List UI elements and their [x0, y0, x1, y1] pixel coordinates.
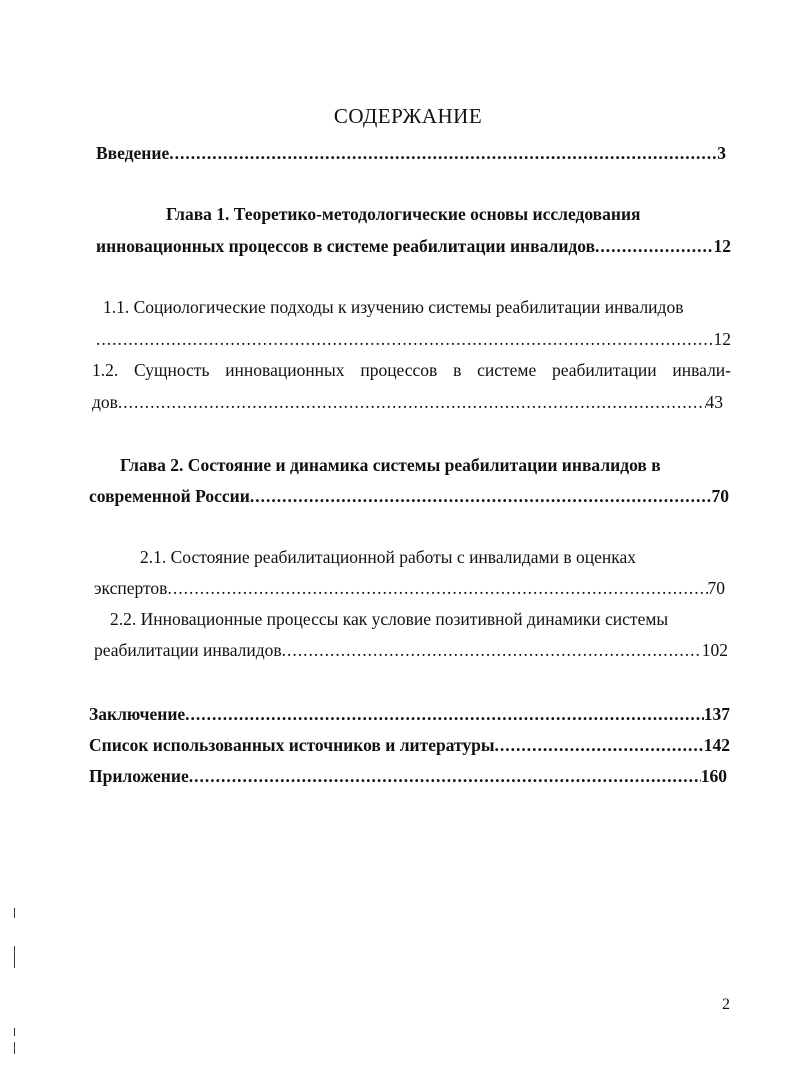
toc-section12-line2: дов — [92, 392, 118, 412]
toc-entry-conclusion — [89, 703, 730, 725]
toc-section22-line1: 2.2. Инновационные процессы как условие позитивной динамики системы — [110, 609, 669, 629]
toc-section11-page: 12 — [713, 329, 731, 349]
toc-section22-line2: реабилитации инвалидов — [94, 640, 282, 660]
toc-conclusion-page: 137 — [703, 704, 730, 724]
toc-section21-line1: 2.1. Состояние реабилитационной работы с инвалидами в оценках — [140, 547, 636, 567]
toc-leader-dots — [167, 577, 707, 599]
toc-leader-dots — [189, 765, 701, 787]
toc-leader-dots — [595, 235, 713, 257]
toc-intro-label: Введение — [96, 143, 170, 163]
toc-entry-section22 — [94, 639, 728, 661]
toc-appendix-label: Приложение — [89, 766, 189, 786]
page-title: СОДЕРЖАНИЕ — [333, 104, 483, 128]
toc-entry-section11 — [96, 328, 731, 350]
scan-artifact — [14, 908, 15, 918]
toc-entry-chapter1 — [96, 235, 731, 257]
scan-artifact — [14, 1028, 15, 1036]
toc-entry-appendix — [89, 765, 727, 787]
toc-entry-section21 — [94, 577, 725, 599]
toc-appendix-page: 160 — [700, 766, 727, 786]
toc-references-page: 142 — [703, 735, 730, 755]
toc-leader-dots — [96, 328, 714, 350]
toc-chapter1-page: 12 — [713, 236, 731, 256]
toc-chapter1-line1: Глава 1. Теоретико-методологические основы исследования — [166, 204, 641, 224]
scan-artifact — [14, 1042, 15, 1054]
toc-entry-references — [89, 734, 730, 756]
toc-leader-dots — [282, 639, 702, 661]
toc-entry-intro — [96, 142, 726, 164]
toc-section22-page: 102 — [701, 640, 728, 660]
toc-leader-dots — [250, 485, 712, 507]
toc-section21-line2: экспертов — [94, 578, 168, 598]
toc-section12-line1: 1.2. Сущность инновационных процессов в системе реабилитации инвали- — [92, 360, 731, 380]
toc-entry-chapter2 — [89, 485, 729, 507]
toc-leader-dots — [118, 391, 706, 413]
toc-section21-page: 70 — [707, 578, 725, 598]
toc-leader-dots — [185, 703, 704, 725]
toc-leader-dots — [495, 734, 704, 756]
toc-chapter1-line2: инновационных процессов в системе реабилитации инвалидов — [96, 236, 596, 256]
scan-artifact — [14, 946, 15, 968]
toc-conclusion-label: Заключение — [89, 704, 186, 724]
toc-chapter2-line1: Глава 2. Состояние и динамика системы реабилитации инвалидов в — [120, 455, 661, 475]
toc-references-label: Список использованных источников и литературы — [89, 735, 495, 755]
toc-section12-page: 43 — [705, 392, 723, 412]
toc-chapter2-page: 70 — [711, 486, 729, 506]
page-number: 2 — [722, 996, 730, 1013]
toc-section11-line1: 1.1. Социологические подходы к изучению системы реабилитации инвалидов — [103, 297, 684, 317]
toc-chapter2-line2: современной России — [89, 486, 250, 506]
toc-leader-dots — [169, 142, 717, 164]
toc-entry-section12 — [92, 391, 723, 413]
toc-intro-page: 3 — [717, 143, 726, 163]
